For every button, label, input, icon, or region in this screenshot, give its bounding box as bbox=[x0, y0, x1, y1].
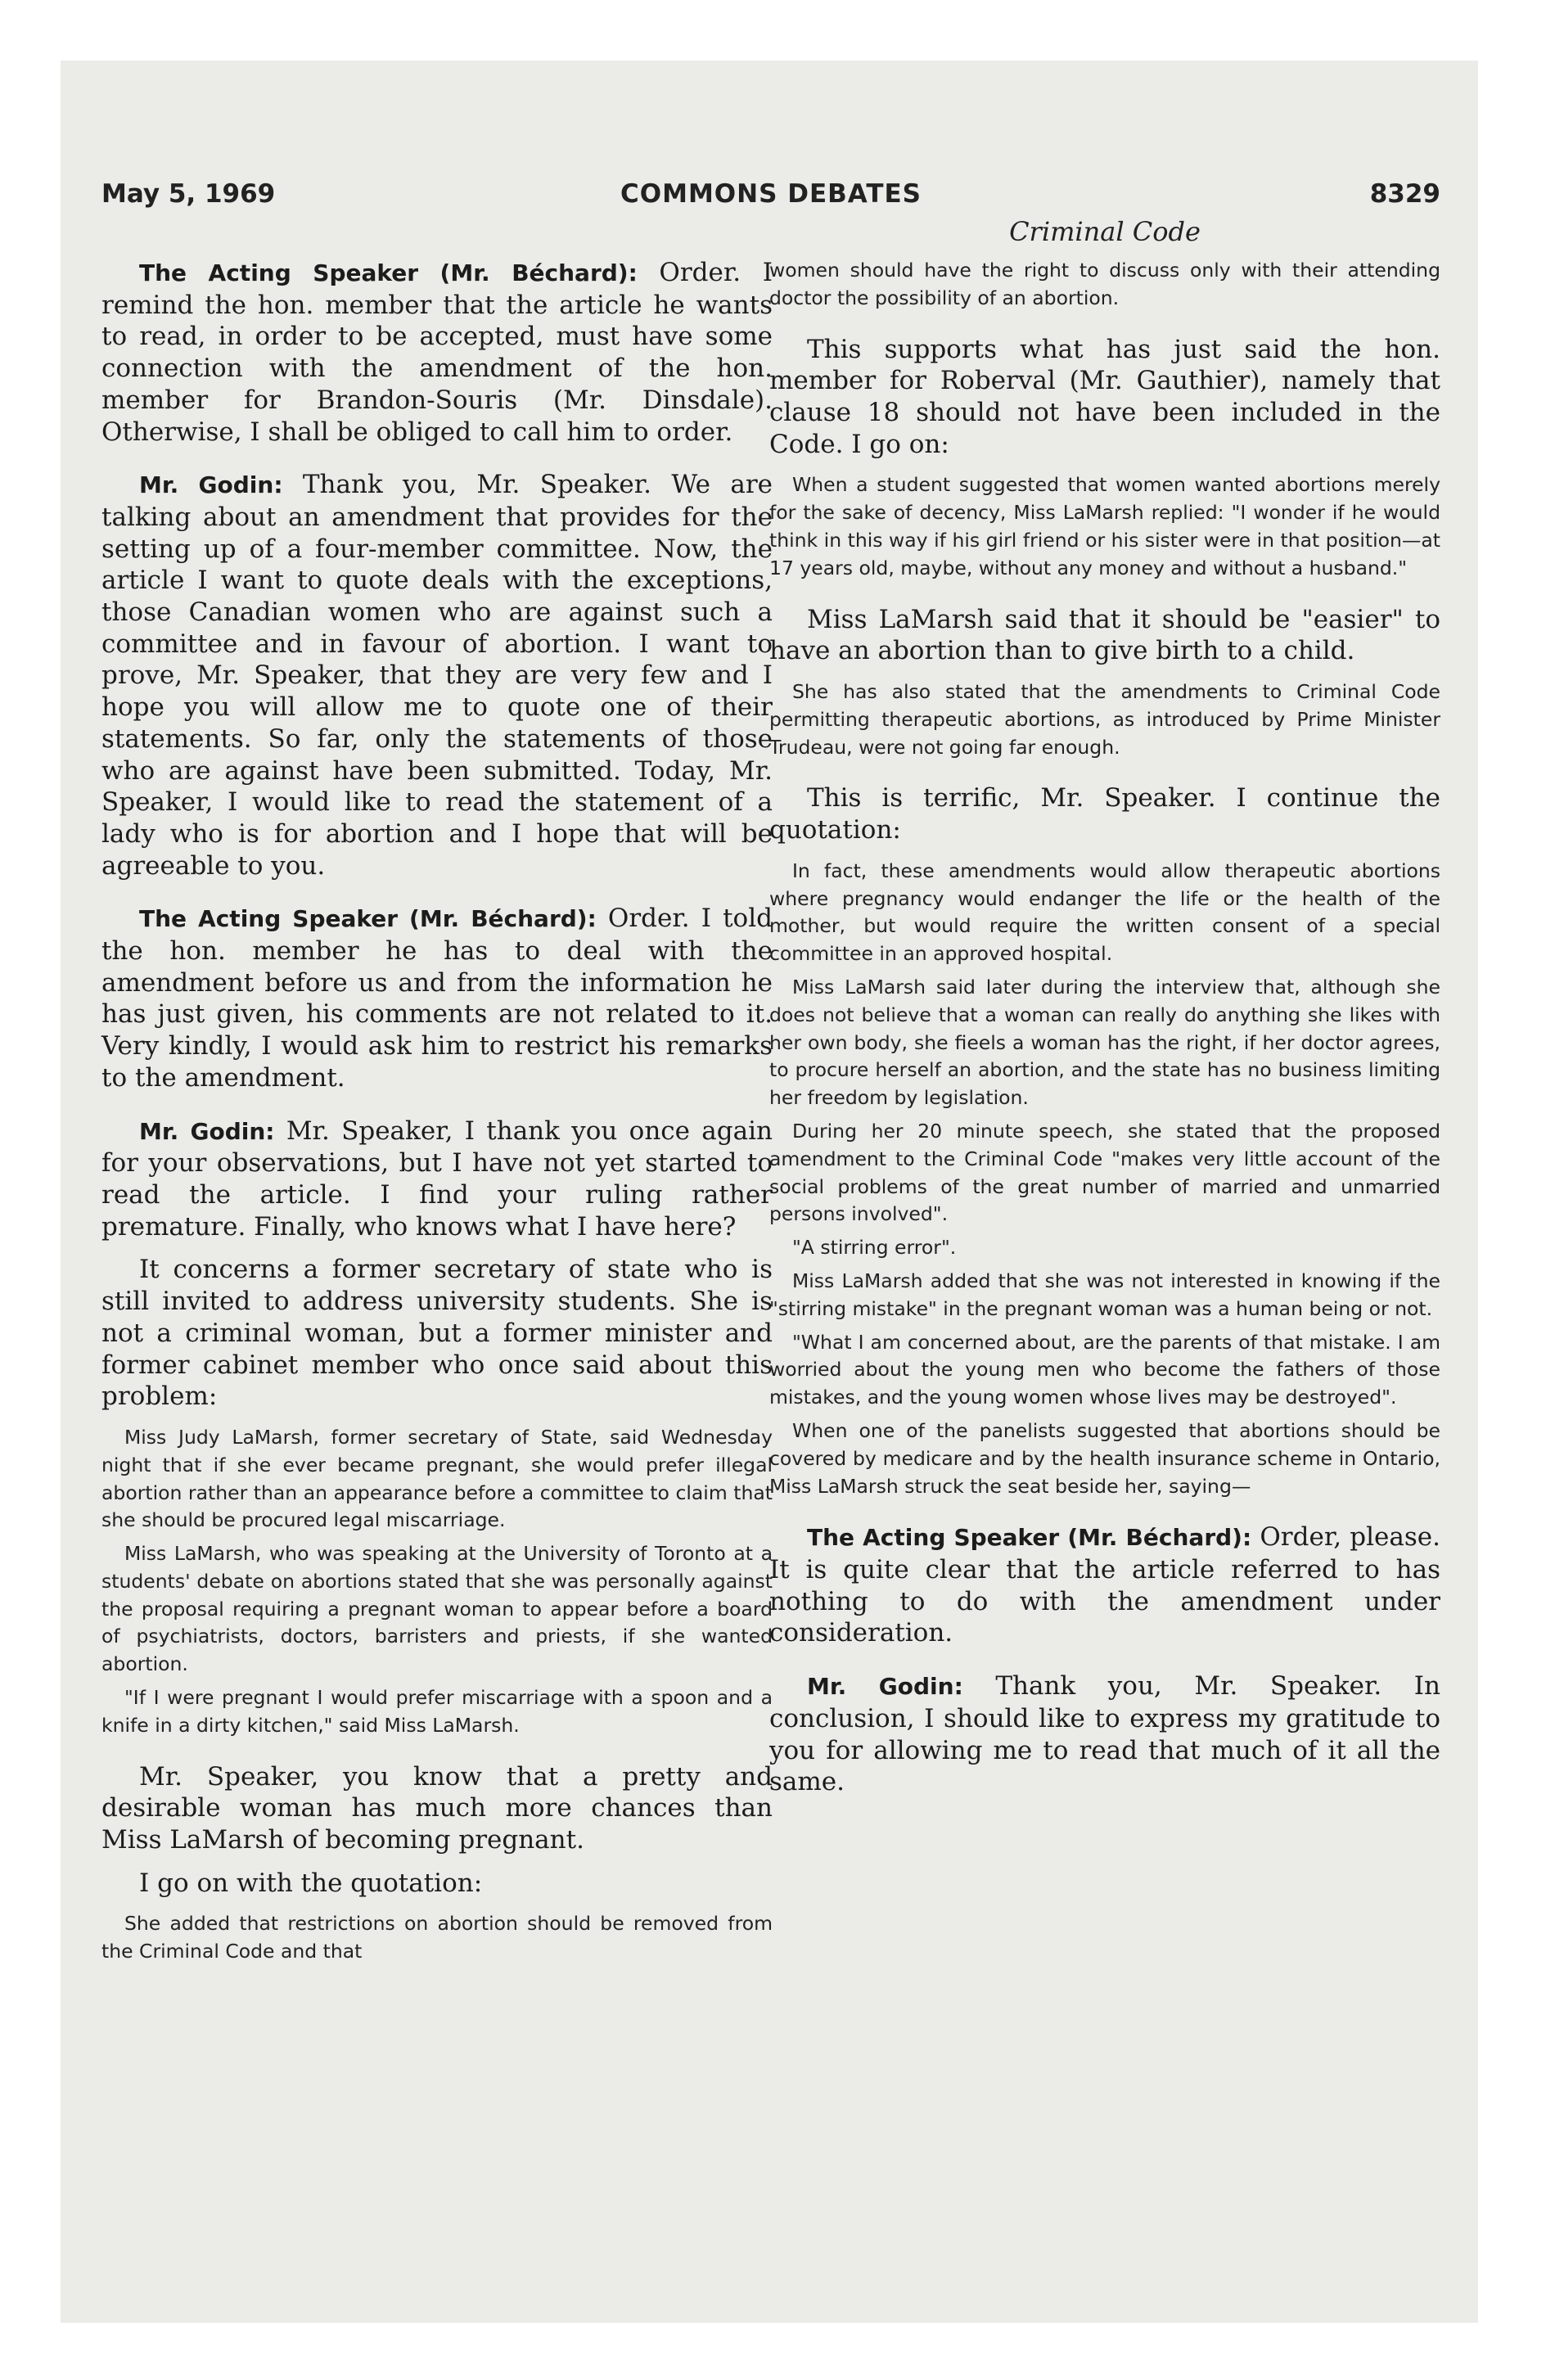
quotation: In fact, these amendments would allow therapeutic abortions where pregnancy would endanger the life or the health of the mother, but would require the written consent of a special committee in an approved hospital. bbox=[769, 859, 1440, 966]
paragraph bbox=[101, 257, 773, 448]
header-title: COMMONS DEBATES bbox=[620, 179, 922, 209]
quotation: "A stirring error". bbox=[792, 1236, 957, 1260]
section-subheading: Criminal Code bbox=[1009, 216, 1201, 247]
quotation: "If I were pregnant I would prefer miscarriage with a spoon and a knife in a dirty kitchen," said Miss LaMarsh. bbox=[101, 1686, 773, 1737]
quotation: Miss LaMarsh added that she was not interested in knowing if the "stirring mistake" in the pregnant woman was a human being or not. bbox=[769, 1269, 1440, 1320]
speaker-name: The Acting Speaker (Mr. Béchard): bbox=[807, 1524, 1252, 1552]
quotation: When one of the panelists suggested that abortions should be covered by medicare and by the health insurance scheme in Ontario, Miss LaMarsh struck the seat beside her, saying— bbox=[769, 1418, 1440, 1498]
header-date: May 5, 1969 bbox=[101, 179, 276, 209]
quotation: Miss Judy LaMarsh, former secretary of State, said Wednesday night that if she ever became pregnant, she would prefer illegal abortion rather than an appearance before a committee to claim that she should be procured legal miscarriage. bbox=[101, 1425, 773, 1532]
paragraph bbox=[769, 1521, 1440, 1649]
paragraph bbox=[101, 903, 773, 1093]
speech-text: Order, please. It is quite clear that the article referred to has nothing to do with the amendment under consideration. bbox=[769, 1522, 1440, 1648]
speech-text: Order. I told the hon. member he has to deal with the amendment before us and from the information he has just given, his comments are not related to it. Very kindly, I would ask him to restrict his remarks to the amendment. bbox=[101, 904, 773, 1093]
paragraph bbox=[101, 1116, 773, 1243]
paragraph: It concerns a former secretary of state who is still invited to address university students. She is not a criminal woman, but a former minister and former cabinet member who once said about this problem: bbox=[101, 1255, 773, 1412]
paragraph: This is terrific, Mr. Speaker. I continue the quotation: bbox=[769, 783, 1440, 845]
quotation: women should have the right to discuss only with their attending doctor the possibility of an abortion. bbox=[769, 259, 1440, 309]
page-header bbox=[101, 179, 1440, 220]
page bbox=[61, 61, 1478, 2323]
paragraph: Miss LaMarsh said that it should be "easier" to have an abortion than to give birth to a child. bbox=[769, 604, 1440, 666]
speaker-name: The Acting Speaker (Mr. Béchard): bbox=[139, 259, 638, 286]
quotation: Miss LaMarsh, who was speaking at the University of Toronto at a students' debate on abortions stated that she was personally against the proposal requiring a pregnant woman to appear before a board of psychiatrists, doctors, barristers and priests, if she wanted abortion. bbox=[101, 1542, 773, 1676]
quotation: When a student suggested that women wanted abortions merely for the sake of decency, Miss LaMarsh replied: "I wonder if he would think in this way if his girl friend or his sister were in that position—at 17 years old, maybe, without any money and without a husband." bbox=[769, 473, 1440, 579]
speech-text: Mr. Speaker, I thank you once again for your observations, but I have not yet started to read the article. I find your ruling rather premature. Finally, who knows what I have here? bbox=[101, 1116, 773, 1242]
quotation: She added that restrictions on abortion should be removed from the Criminal Code and that bbox=[101, 1912, 773, 1963]
paragraph: I go on with the quotation: bbox=[139, 1868, 483, 1898]
speech-text: Thank you, Mr. Speaker. We are talking about an amendment that provides for the setting up of a four-member committee. Now, the article I want to quote deals with the exceptions, those Canadian women who are against such a committee and in favour of abortion. I want to prove, Mr. Speaker, that they are very few and I hope you will allow me to quote one of their statements. So far, only the statements of those who are against have been submitted. Today, Mr. Speaker, I would like to read the statement of a lady who is for abortion and I hope that will be agreeable to you. bbox=[101, 470, 773, 881]
paragraph bbox=[101, 469, 773, 881]
header-page-number: 8329 bbox=[1369, 179, 1440, 209]
quotation: Miss LaMarsh said later during the interview that, although she does not believe that a woman can really do anything she likes with her own body, she fieels a woman has the right, if her doctor agrees, to procure herself an abortion, and the state has no business limiting her freedom by legislation. bbox=[769, 975, 1440, 1110]
paragraph: This supports what has just said the hon. member for Roberval (Mr. Gauthier), namely that clause 18 should not have been included in the Code. I go on: bbox=[769, 334, 1440, 459]
speaker-name: The Acting Speaker (Mr. Béchard): bbox=[139, 905, 597, 933]
paragraph: Mr. Speaker, you know that a pretty and desirable woman has much more chances than Miss LaMarsh of becoming pregnant. bbox=[101, 1761, 773, 1855]
speaker-name: Mr. Godin: bbox=[807, 1673, 963, 1701]
speech-text: Order. I remind the hon. member that the article he wants to read, in order to be accepted, must have some connection with the amendment of the hon. member for Brandon-Souris (Mr. Dinsdale). Otherwise, I shall be obliged to call him to order. bbox=[101, 258, 773, 447]
quotation: "What I am concerned about, are the parents of that mistake. I am worried about the young men who become the fathers of those mistakes, and the young women whose lives may be destroyed". bbox=[769, 1330, 1440, 1409]
quotation: She has also stated that the amendments to Criminal Code permitting therapeutic abortions, as introduced by Prime Minister Trudeau, were not going far enough. bbox=[769, 680, 1440, 759]
speech-text: Thank you, Mr. Speaker. In conclusion, I should like to express my gratitude to you for allowing me to read that much of it all the same. bbox=[769, 1671, 1440, 1797]
right-column bbox=[769, 257, 1440, 1810]
speaker-name: Mr. Godin: bbox=[139, 1117, 275, 1145]
left-column bbox=[101, 257, 773, 1972]
paragraph bbox=[769, 1670, 1440, 1798]
quotation: During her 20 minute speech, she stated that the proposed amendment to the Criminal Code "makes very little account of the social problems of the great number of married and unmarried persons involved". bbox=[769, 1119, 1440, 1226]
speaker-name: Mr. Godin: bbox=[139, 471, 283, 499]
